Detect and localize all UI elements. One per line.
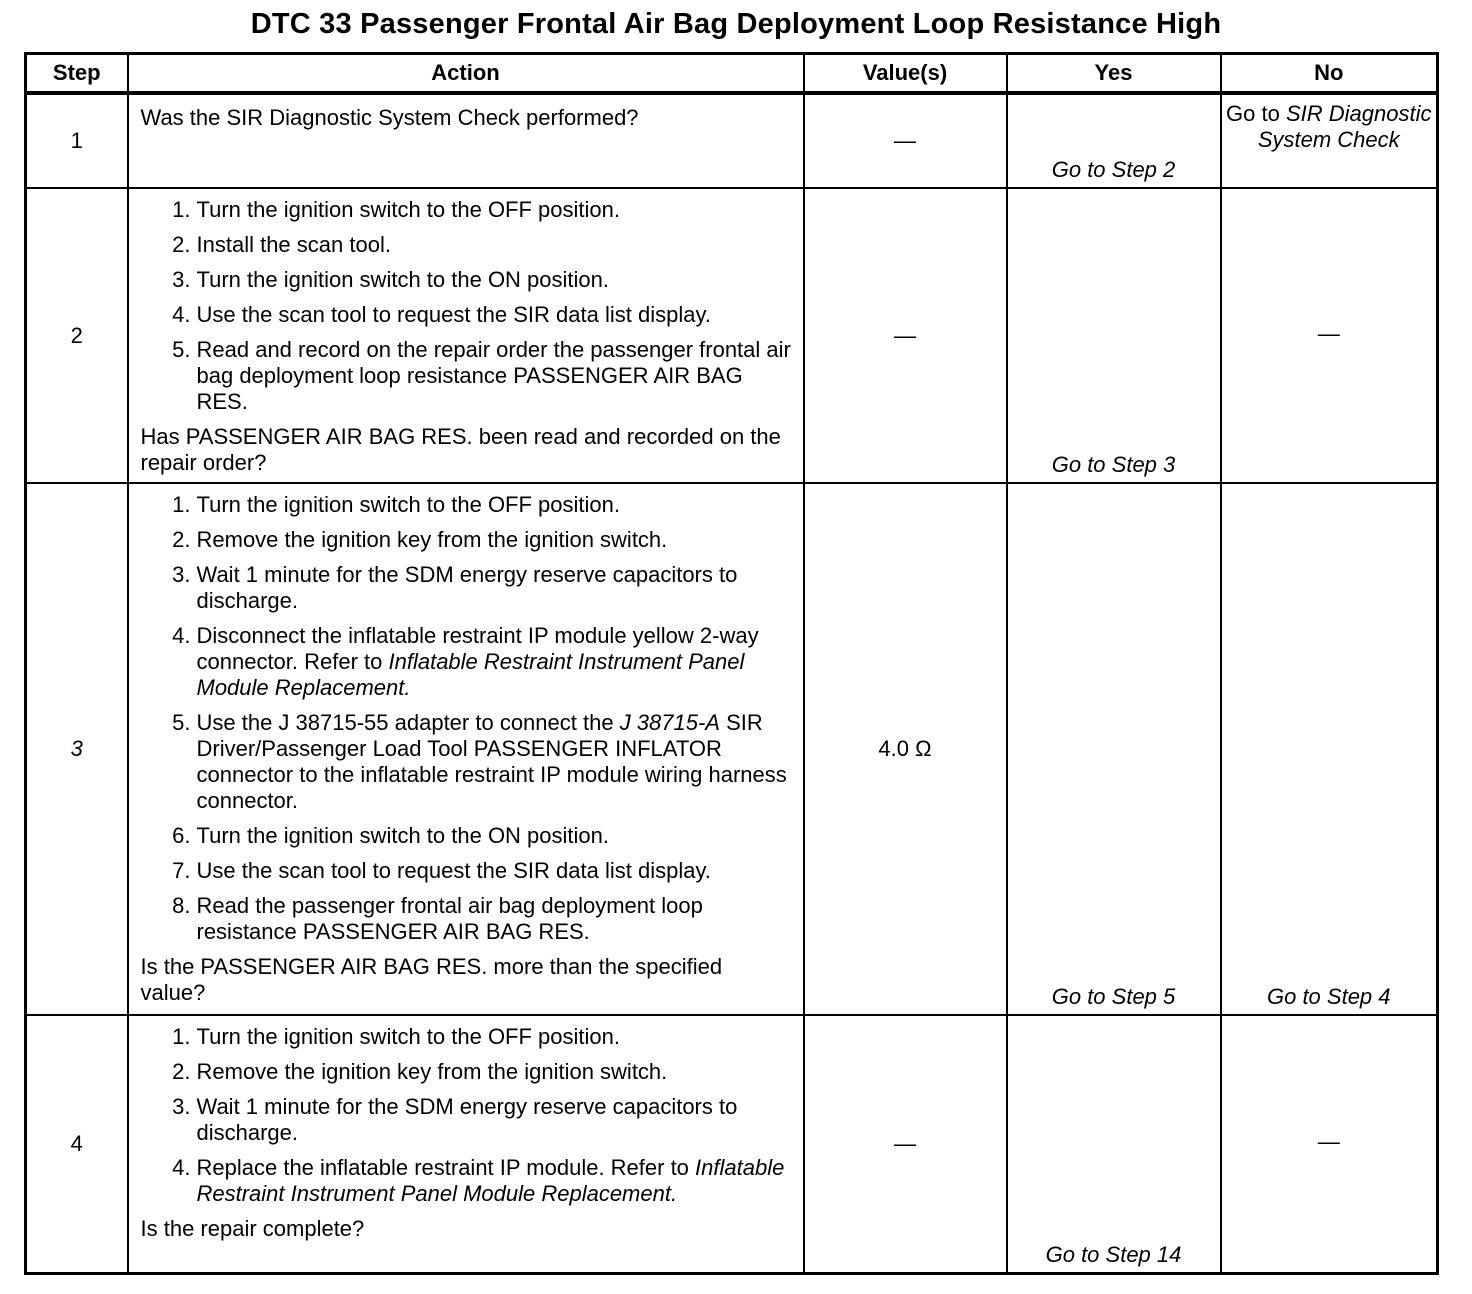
yes-cell: Go to Step 3: [1007, 188, 1221, 483]
list-item: 8. Read the passenger frontal air bag deployment loop resistance PASSENGER AIR BAG RES.: [172, 893, 703, 944]
action-cell: [128, 1015, 804, 1273]
list-item: 3. Wait 1 minute for the SDM energy reserve capacitors to discharge.: [172, 1094, 738, 1145]
action-question: Is the PASSENGER AIR BAG RES. more than the specified value?: [140, 954, 723, 1005]
column-header-action: Action: [128, 54, 804, 94]
action-question: Was the SIR Diagnostic System Check performed?: [140, 105, 639, 130]
no-cell: —: [1221, 188, 1438, 483]
column-header-values: Value(s): [804, 54, 1007, 94]
yes-cell: Go to Step 2: [1007, 93, 1221, 188]
list-item: 2. Remove the ignition key from the ignition switch.: [172, 527, 668, 552]
table-row: [26, 93, 1438, 188]
column-header-step: Step: [26, 54, 128, 94]
list-item: 6. Turn the ignition switch to the ON position.: [172, 823, 609, 848]
list-item: 1. Turn the ignition switch to the OFF position.: [172, 1024, 620, 1049]
step-number: 2: [26, 188, 128, 483]
list-item: 2. Install the scan tool.: [172, 232, 391, 257]
list-item: 4. Use the scan tool to request the SIR data list display.: [172, 302, 711, 327]
value-cell: 4.0 Ω: [804, 483, 1007, 1015]
table-row: [26, 188, 1438, 483]
no-cell-prefix: Go to: [1226, 101, 1286, 126]
action-cell: [128, 188, 804, 483]
list-item: 1. Turn the ignition switch to the OFF position.: [172, 492, 620, 517]
list-item: 5. Use the J 38715-55 adapter to connect the J 38715-A SIR Driver/Passenger Load Tool PASSENGER INFLATOR connector to the inflatable restraint IP module wiring harness connector.: [172, 710, 787, 813]
action-question: Is the repair complete?: [140, 1216, 365, 1241]
value-cell: —: [804, 93, 1007, 188]
action-list: [141, 197, 793, 415]
list-item: 2. Remove the ignition key from the ignition switch.: [172, 1059, 668, 1084]
list-item: 4. Disconnect the inflatable restraint IP module yellow 2-way connector. Refer to Inflatable Restraint Instrument Panel Module Replacement.: [172, 623, 759, 700]
list-item: 4. Replace the inflatable restraint IP module. Refer to Inflatable Restraint Instrument Panel Module Replacement.: [172, 1155, 785, 1206]
action-question: Has PASSENGER AIR BAG RES. been read and recorded on the repair order?: [140, 424, 781, 475]
no-cell: —: [1221, 1015, 1438, 1273]
step-number: 3: [26, 483, 128, 1015]
tool-reference: J 38715-A: [619, 710, 720, 735]
no-cell-reference: SIR Diagnostic System Check: [1257, 101, 1432, 152]
list-item: 5. Read and record on the repair order the passenger frontal air bag deployment loop resistance PASSENGER AIR BAG RES.: [172, 337, 791, 414]
action-list: [141, 492, 793, 945]
column-header-yes: Yes: [1007, 54, 1221, 94]
step-number: 1: [26, 93, 128, 188]
reference-link-text: Inflatable Restraint Instrument Panel Module Replacement.: [196, 1155, 785, 1206]
no-cell: [1221, 93, 1438, 188]
header-row: [26, 54, 1438, 94]
yes-cell: Go to Step 14: [1007, 1015, 1221, 1273]
list-item: 3. Turn the ignition switch to the ON position.: [172, 267, 609, 292]
value-cell: —: [804, 1015, 1007, 1273]
diagnostic-table: [24, 52, 1439, 1275]
reference-link-text: Inflatable Restraint Instrument Panel Module Replacement.: [196, 649, 745, 700]
table-row: [26, 483, 1438, 1015]
table-row: [26, 1015, 1438, 1273]
action-cell: [128, 93, 804, 188]
list-item: 7. Use the scan tool to request the SIR data list display.: [172, 858, 711, 883]
action-cell: [128, 483, 804, 1015]
yes-cell: Go to Step 5: [1007, 483, 1221, 1015]
action-list: [141, 1024, 793, 1207]
column-header-no: No: [1221, 54, 1438, 94]
step-number: 4: [26, 1015, 128, 1273]
list-item: 1. Turn the ignition switch to the OFF position.: [172, 197, 620, 222]
value-cell: —: [804, 188, 1007, 483]
page-title: DTC 33 Passenger Frontal Air Bag Deployment Loop Resistance High: [250, 8, 1222, 40]
list-item: 3. Wait 1 minute for the SDM energy reserve capacitors to discharge.: [172, 562, 738, 613]
no-cell: Go to Step 4: [1221, 483, 1438, 1015]
